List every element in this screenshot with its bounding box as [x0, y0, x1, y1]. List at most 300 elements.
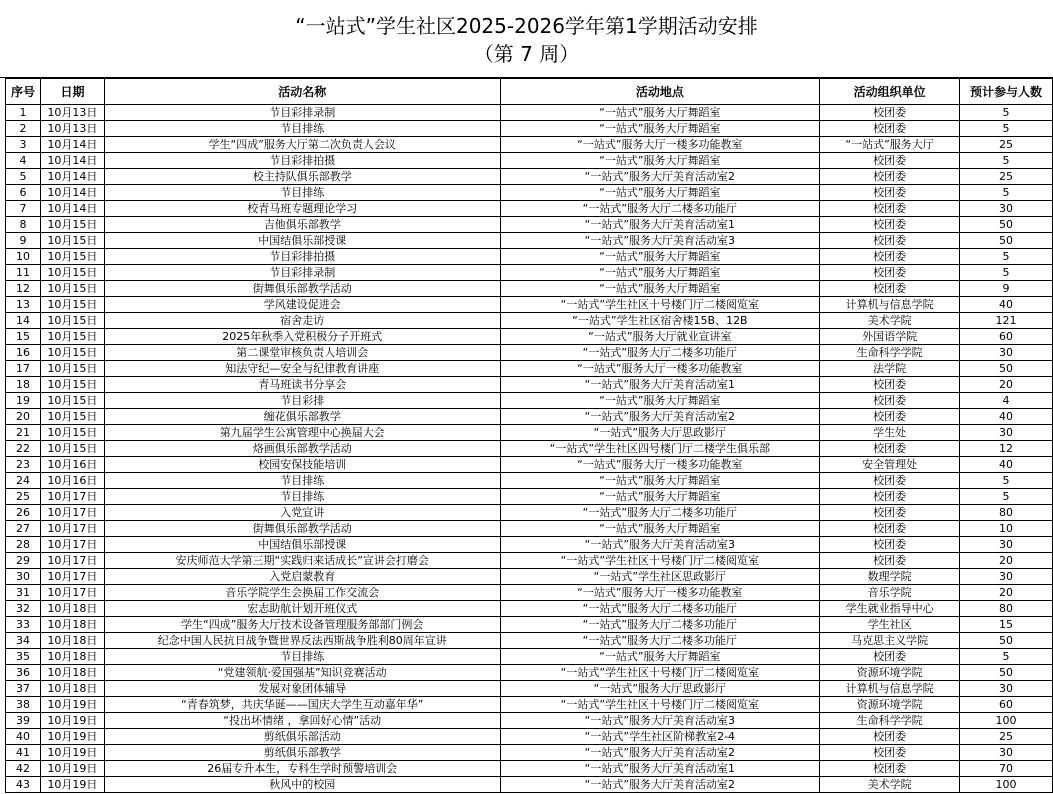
cell-participants[interactable]: 5 [960, 153, 1053, 169]
table-row [6, 441, 1053, 457]
cell-participants[interactable]: 20 [960, 585, 1053, 601]
cell-date[interactable]: 10月17日 [40, 537, 104, 553]
cell-index[interactable]: 6 [6, 185, 41, 201]
cell-organizer[interactable]: 校团委 [820, 393, 960, 409]
cell-participants[interactable]: 30 [960, 681, 1053, 697]
cell-index[interactable]: 1 [6, 105, 41, 121]
cell-organizer[interactable]: 美术学院 [820, 777, 960, 793]
cell-activity[interactable]: 节目排练 [104, 489, 500, 505]
cell-organizer[interactable]: 美术学院 [820, 313, 960, 329]
cell-index[interactable]: 16 [6, 345, 41, 361]
cell-date[interactable]: 10月14日 [40, 153, 104, 169]
cell-organizer[interactable]: 校团委 [820, 409, 960, 425]
table-row [6, 505, 1053, 521]
cell-participants[interactable]: 50 [960, 233, 1053, 249]
cell-organizer[interactable]: 资源环境学院 [820, 697, 960, 713]
cell-activity[interactable]: 26届专升本生，专科生学时预警培训会 [104, 761, 500, 777]
cell-date[interactable]: 10月15日 [40, 281, 104, 297]
cell-date[interactable]: 10月17日 [40, 569, 104, 585]
cell-participants[interactable]: 25 [960, 137, 1053, 153]
cell-organizer[interactable]: 校团委 [820, 281, 960, 297]
cell-index[interactable]: 23 [6, 457, 41, 473]
cell-date[interactable]: 10月15日 [40, 425, 104, 441]
cell-participants[interactable]: 5 [960, 121, 1053, 137]
cell-date[interactable]: 10月19日 [40, 777, 104, 793]
cell-participants[interactable]: 40 [960, 409, 1053, 425]
cell-location[interactable]: “一站式”服务大厅二楼多功能厅 [500, 601, 820, 617]
cell-index[interactable]: 2 [6, 121, 41, 137]
cell-participants[interactable]: 80 [960, 505, 1053, 521]
cell-date[interactable]: 10月17日 [40, 505, 104, 521]
cell-organizer[interactable]: 校团委 [820, 473, 960, 489]
cell-participants[interactable]: 50 [960, 665, 1053, 681]
cell-organizer[interactable]: 校团委 [820, 505, 960, 521]
cell-participants[interactable]: 5 [960, 265, 1053, 281]
cell-activity[interactable]: 节目彩排拍摄 [104, 153, 500, 169]
cell-index[interactable]: 13 [6, 297, 41, 313]
cell-participants[interactable]: 25 [960, 729, 1053, 745]
cell-index[interactable]: 10 [6, 249, 41, 265]
cell-participants[interactable]: 30 [960, 345, 1053, 361]
cell-index[interactable]: 11 [6, 265, 41, 281]
cell-index[interactable]: 18 [6, 377, 41, 393]
cell-date[interactable]: 10月17日 [40, 553, 104, 569]
cell-organizer[interactable]: “一站式”服务大厅 [820, 137, 960, 153]
cell-activity[interactable]: 学风建设促进会 [104, 297, 500, 313]
cell-location[interactable]: “一站式”学生社区十号楼门厅二楼阅览室 [500, 553, 820, 569]
cell-location[interactable]: “一站式”服务大厅舞蹈室 [500, 153, 820, 169]
cell-organizer[interactable]: 学生就业指导中心 [820, 601, 960, 617]
cell-activity[interactable]: 青马班读书分享会 [104, 377, 500, 393]
cell-organizer[interactable]: 安全管理处 [820, 457, 960, 473]
cell-index[interactable]: 28 [6, 537, 41, 553]
cell-participants[interactable]: 25 [960, 169, 1053, 185]
cell-location[interactable]: “一站式”服务大厅美育活动室3 [500, 233, 820, 249]
cell-participants[interactable]: 5 [960, 649, 1053, 665]
header-cell-location[interactable]: 活动地点 [500, 79, 820, 105]
cell-activity[interactable]: 中国结俱乐部授课 [104, 233, 500, 249]
cell-activity[interactable]: 吉他俱乐部教学 [104, 217, 500, 233]
cell-participants[interactable]: 100 [960, 713, 1053, 729]
cell-participants[interactable]: 20 [960, 377, 1053, 393]
cell-date[interactable]: 10月14日 [40, 201, 104, 217]
cell-participants[interactable]: 30 [960, 569, 1053, 585]
cell-date[interactable]: 10月19日 [40, 745, 104, 761]
cell-location[interactable]: “一站式”服务大厅二楼多功能厅 [500, 505, 820, 521]
table-row [6, 377, 1053, 393]
cell-organizer[interactable]: 校团委 [820, 761, 960, 777]
cell-location[interactable]: “一站式”学生社区十号楼门厅二楼阅览室 [500, 665, 820, 681]
cell-date[interactable]: 10月15日 [40, 409, 104, 425]
table-row [6, 233, 1053, 249]
table-row [6, 169, 1053, 185]
cell-activity[interactable]: 剪纸俱乐部教学 [104, 745, 500, 761]
cell-location[interactable]: “一站式”服务大厅舞蹈室 [500, 185, 820, 201]
cell-organizer[interactable]: 数理学院 [820, 569, 960, 585]
cell-index[interactable]: 12 [6, 281, 41, 297]
cell-location[interactable]: “一站式”学生社区四号楼门厅二楼学生俱乐部 [500, 441, 820, 457]
cell-participants[interactable]: 60 [960, 329, 1053, 345]
cell-index[interactable]: 29 [6, 553, 41, 569]
table-row [6, 425, 1053, 441]
cell-organizer[interactable]: 学生处 [820, 425, 960, 441]
cell-index[interactable]: 27 [6, 521, 41, 537]
cell-organizer[interactable]: 校团委 [820, 745, 960, 761]
header-cell-organizer[interactable]: 活动组织单位 [820, 79, 960, 105]
cell-participants[interactable]: 50 [960, 217, 1053, 233]
cell-index[interactable]: 43 [6, 777, 41, 793]
cell-activity[interactable]: “青春筑梦，共庆华诞——国庆大学生互动嘉年华” [104, 697, 500, 713]
cell-participants[interactable]: 5 [960, 105, 1053, 121]
cell-date[interactable]: 10月14日 [40, 169, 104, 185]
cell-index[interactable]: 4 [6, 153, 41, 169]
cell-activity[interactable]: “投出坏情绪 ，拿回好心情”活动 [104, 713, 500, 729]
cell-location[interactable]: “一站式”学生社区十号楼门厅二楼阅览室 [500, 697, 820, 713]
table-row [6, 121, 1053, 137]
cell-date[interactable]: 10月15日 [40, 361, 104, 377]
table-row [6, 569, 1053, 585]
cell-date[interactable]: 10月18日 [40, 633, 104, 649]
cell-participants[interactable]: 5 [960, 185, 1053, 201]
cell-activity[interactable]: 校园安保技能培训 [104, 457, 500, 473]
cell-location[interactable]: “一站式”学生社区阶梯教室2-4 [500, 729, 820, 745]
cell-organizer[interactable]: 校团委 [820, 121, 960, 137]
table-row [6, 681, 1053, 697]
cell-activity[interactable]: 剪纸俱乐部活动 [104, 729, 500, 745]
cell-date[interactable]: 10月17日 [40, 585, 104, 601]
cell-date[interactable]: 10月15日 [40, 393, 104, 409]
cell-date[interactable]: 10月17日 [40, 489, 104, 505]
cell-location[interactable]: “一站式”学生社区十号楼门厅二楼阅览室 [500, 297, 820, 313]
cell-index[interactable]: 34 [6, 633, 41, 649]
cell-index[interactable]: 3 [6, 137, 41, 153]
cell-organizer[interactable]: 计算机与信息学院 [820, 297, 960, 313]
cell-organizer[interactable]: 校团委 [820, 521, 960, 537]
table-row [6, 665, 1053, 681]
cell-location[interactable]: “一站式”服务大厅思政影厅 [500, 425, 820, 441]
cell-participants[interactable]: 12 [960, 441, 1053, 457]
cell-activity[interactable]: 校青马班专题理论学习 [104, 201, 500, 217]
cell-activity[interactable]: 节目排练 [104, 473, 500, 489]
cell-activity[interactable]: 第二课堂审核负责人培训会 [104, 345, 500, 361]
cell-location[interactable]: “一站式”服务大厅美育活动室3 [500, 713, 820, 729]
cell-index[interactable]: 32 [6, 601, 41, 617]
cell-date[interactable]: 10月19日 [40, 729, 104, 745]
cell-organizer[interactable]: 校团委 [820, 153, 960, 169]
cell-organizer[interactable]: 马克思主义学院 [820, 633, 960, 649]
cell-activity[interactable]: 烙画俱乐部教学活动 [104, 441, 500, 457]
cell-organizer[interactable]: 校团委 [820, 729, 960, 745]
cell-activity[interactable]: 秋风中的校园 [104, 777, 500, 793]
cell-participants[interactable]: 9 [960, 281, 1053, 297]
table-row [6, 713, 1053, 729]
cell-index[interactable]: 33 [6, 617, 41, 633]
cell-location[interactable]: “一站式”服务大厅美育活动室2 [500, 169, 820, 185]
table-row [6, 697, 1053, 713]
cell-activity[interactable]: 节目排练 [104, 185, 500, 201]
cell-activity[interactable]: 学生“四成”服务大厅第二次负责人会议 [104, 137, 500, 153]
cell-location[interactable]: “一站式”服务大厅舞蹈室 [500, 489, 820, 505]
cell-activity[interactable]: 安庆师范大学第三期“实践归来话成长”宣讲会打磨会 [104, 553, 500, 569]
cell-location[interactable]: “一站式”服务大厅美育活动室1 [500, 377, 820, 393]
table-row [6, 329, 1053, 345]
cell-location[interactable]: “一站式”服务大厅二楼多功能厅 [500, 201, 820, 217]
cell-activity[interactable]: 宿舍走访 [104, 313, 500, 329]
cell-index[interactable]: 17 [6, 361, 41, 377]
cell-organizer[interactable]: 校团委 [820, 201, 960, 217]
table-row [6, 745, 1053, 761]
cell-organizer[interactable]: 生命科学学院 [820, 345, 960, 361]
cell-participants[interactable]: 70 [960, 761, 1053, 777]
cell-organizer[interactable]: 法学院 [820, 361, 960, 377]
cell-date[interactable]: 10月13日 [40, 121, 104, 137]
table-row [6, 553, 1053, 569]
cell-date[interactable]: 10月16日 [40, 457, 104, 473]
cell-location[interactable]: “一站式”服务大厅美育活动室1 [500, 761, 820, 777]
cell-index[interactable]: 19 [6, 393, 41, 409]
table-row [6, 457, 1053, 473]
cell-location[interactable]: “一站式”服务大厅美育活动室1 [500, 217, 820, 233]
header-cell-activity[interactable]: 活动名称 [104, 79, 500, 105]
cell-index[interactable]: 24 [6, 473, 41, 489]
table-row [6, 201, 1053, 217]
cell-location[interactable]: “一站式”服务大厅舞蹈室 [500, 649, 820, 665]
cell-index[interactable]: 22 [6, 441, 41, 457]
cell-date[interactable]: 10月15日 [40, 233, 104, 249]
cell-organizer[interactable]: 校团委 [820, 553, 960, 569]
cell-participants[interactable]: 5 [960, 489, 1053, 505]
cell-date[interactable]: 10月15日 [40, 265, 104, 281]
cell-activity[interactable]: 入党启蒙教育 [104, 569, 500, 585]
cell-activity[interactable]: 街舞俱乐部教学活动 [104, 521, 500, 537]
table-row [6, 521, 1053, 537]
cell-location[interactable]: “一站式”服务大厅舞蹈室 [500, 105, 820, 121]
table-row [6, 345, 1053, 361]
table-row [6, 649, 1053, 665]
cell-location[interactable]: “一站式”服务大厅二楼多功能厅 [500, 633, 820, 649]
cell-organizer[interactable]: 校团委 [820, 233, 960, 249]
cell-location[interactable]: “一站式”服务大厅美育活动室2 [500, 777, 820, 793]
header-cell-date[interactable]: 日期 [40, 79, 104, 105]
cell-index[interactable]: 9 [6, 233, 41, 249]
cell-activity[interactable]: 节目排练 [104, 649, 500, 665]
cell-organizer[interactable]: 校团委 [820, 105, 960, 121]
cell-participants[interactable]: 4 [960, 393, 1053, 409]
cell-participants[interactable]: 30 [960, 745, 1053, 761]
table-row [6, 489, 1053, 505]
cell-organizer[interactable]: 资源环境学院 [820, 665, 960, 681]
cell-participants[interactable]: 50 [960, 633, 1053, 649]
cell-organizer[interactable]: 学生社区 [820, 617, 960, 633]
table-body [6, 105, 1053, 793]
cell-organizer[interactable]: 校团委 [820, 249, 960, 265]
cell-index[interactable]: 41 [6, 745, 41, 761]
table-row [6, 185, 1053, 201]
cell-date[interactable]: 10月18日 [40, 617, 104, 633]
cell-organizer[interactable]: 校团委 [820, 185, 960, 201]
cell-participants[interactable]: 60 [960, 697, 1053, 713]
cell-date[interactable]: 10月15日 [40, 249, 104, 265]
cell-organizer[interactable]: 校团委 [820, 649, 960, 665]
cell-location[interactable]: “一站式”服务大厅舞蹈室 [500, 249, 820, 265]
cell-date[interactable]: 10月18日 [40, 649, 104, 665]
cell-participants[interactable]: 5 [960, 473, 1053, 489]
cell-location[interactable]: “一站式”学生社区宿舍楼15B、12B [500, 313, 820, 329]
cell-index[interactable]: 40 [6, 729, 41, 745]
cell-location[interactable]: “一站式”服务大厅一楼多功能教室 [500, 361, 820, 377]
cell-activity[interactable]: 节目排练 [104, 121, 500, 137]
cell-index[interactable]: 35 [6, 649, 41, 665]
cell-date[interactable]: 10月14日 [40, 185, 104, 201]
cell-activity[interactable]: 街舞俱乐部教学活动 [104, 281, 500, 297]
table-row [6, 265, 1053, 281]
table-row [6, 409, 1053, 425]
cell-organizer[interactable]: 校团委 [820, 265, 960, 281]
cell-date[interactable]: 10月13日 [40, 105, 104, 121]
cell-organizer[interactable]: 校团委 [820, 537, 960, 553]
cell-date[interactable]: 10月15日 [40, 313, 104, 329]
cell-date[interactable]: 10月18日 [40, 681, 104, 697]
cell-participants[interactable]: 100 [960, 777, 1053, 793]
cell-index[interactable]: 31 [6, 585, 41, 601]
cell-location[interactable]: “一站式”服务大厅美育活动室3 [500, 537, 820, 553]
table-row [6, 361, 1053, 377]
cell-location[interactable]: “一站式”服务大厅美育活动室2 [500, 745, 820, 761]
cell-participants[interactable]: 50 [960, 361, 1053, 377]
cell-organizer[interactable]: 外国语学院 [820, 329, 960, 345]
cell-organizer[interactable]: 音乐学院 [820, 585, 960, 601]
cell-activity[interactable]: 知法守纪—安全与纪律教育讲座 [104, 361, 500, 377]
cell-location[interactable]: “一站式”服务大厅舞蹈室 [500, 473, 820, 489]
cell-activity[interactable]: 缠花俱乐部教学 [104, 409, 500, 425]
cell-index[interactable]: 36 [6, 665, 41, 681]
cell-organizer[interactable]: 计算机与信息学院 [820, 681, 960, 697]
table-row [6, 297, 1053, 313]
cell-date[interactable]: 10月19日 [40, 697, 104, 713]
cell-date[interactable]: 10月16日 [40, 473, 104, 489]
table-row [6, 633, 1053, 649]
cell-participants[interactable]: 40 [960, 297, 1053, 313]
table-row [6, 217, 1053, 233]
cell-index[interactable]: 5 [6, 169, 41, 185]
cell-activity[interactable]: 学生“四成”服务大厅技术设备管理服务部部门例会 [104, 617, 500, 633]
cell-index[interactable]: 21 [6, 425, 41, 441]
cell-date[interactable]: 10月14日 [40, 137, 104, 153]
cell-location[interactable]: “一站式”学生社区思政影厅 [500, 569, 820, 585]
cell-location[interactable]: “一站式”服务大厅舞蹈室 [500, 521, 820, 537]
cell-participants[interactable]: 40 [960, 457, 1053, 473]
cell-location[interactable]: “一站式”服务大厅舞蹈室 [500, 265, 820, 281]
cell-date[interactable]: 10月17日 [40, 521, 104, 537]
cell-index[interactable]: 14 [6, 313, 41, 329]
cell-date[interactable]: 10月18日 [40, 665, 104, 681]
table-row [6, 729, 1053, 745]
cell-location[interactable]: “一站式”服务大厅思政影厅 [500, 681, 820, 697]
cell-date[interactable]: 10月15日 [40, 345, 104, 361]
cell-index[interactable]: 26 [6, 505, 41, 521]
cell-participants[interactable]: 30 [960, 425, 1053, 441]
cell-date[interactable]: 10月15日 [40, 217, 104, 233]
cell-index[interactable]: 38 [6, 697, 41, 713]
cell-location[interactable]: “一站式”服务大厅二楼多功能厅 [500, 617, 820, 633]
cell-location[interactable]: “一站式”服务大厅一楼多功能教室 [500, 137, 820, 153]
cell-location[interactable]: “一站式”服务大厅舞蹈室 [500, 121, 820, 137]
table-row [6, 281, 1053, 297]
cell-activity[interactable]: 入党宣讲 [104, 505, 500, 521]
cell-index[interactable]: 15 [6, 329, 41, 345]
cell-activity[interactable]: 节目彩排 [104, 393, 500, 409]
header-cell-index[interactable]: 序号 [6, 79, 41, 105]
title-block [0, 0, 1053, 78]
table-row [6, 105, 1053, 121]
cell-index[interactable]: 7 [6, 201, 41, 217]
cell-activity[interactable]: “党建领航·爱国强基”知识竞赛活动 [104, 665, 500, 681]
cell-location[interactable]: “一站式”服务大厅美育活动室2 [500, 409, 820, 425]
cell-organizer[interactable]: 校团委 [820, 441, 960, 457]
cell-location[interactable]: “一站式”服务大厅一楼多功能教室 [500, 585, 820, 601]
cell-activity[interactable]: 节目彩排拍摄 [104, 249, 500, 265]
cell-index[interactable]: 25 [6, 489, 41, 505]
cell-activity[interactable]: 节目彩排录制 [104, 265, 500, 281]
cell-index[interactable]: 8 [6, 217, 41, 233]
cell-index[interactable]: 42 [6, 761, 41, 777]
cell-activity[interactable]: 中国结俱乐部授课 [104, 537, 500, 553]
cell-location[interactable]: “一站式”服务大厅二楼多功能厅 [500, 345, 820, 361]
cell-activity[interactable]: 纪念中国人民抗日战争暨世界反法西斯战争胜利80周年宣讲 [104, 633, 500, 649]
table-row [6, 249, 1053, 265]
cell-location[interactable]: “一站式”服务大厅一楼多功能教室 [500, 457, 820, 473]
cell-date[interactable]: 10月15日 [40, 441, 104, 457]
cell-activity[interactable]: 节目彩排录制 [104, 105, 500, 121]
cell-organizer[interactable]: 生命科学学院 [820, 713, 960, 729]
cell-date[interactable]: 10月18日 [40, 601, 104, 617]
cell-date[interactable]: 10月15日 [40, 329, 104, 345]
cell-activity[interactable]: 校主持队俱乐部教学 [104, 169, 500, 185]
cell-date[interactable]: 10月19日 [40, 713, 104, 729]
cell-participants[interactable]: 30 [960, 201, 1053, 217]
cell-activity[interactable]: 宏志助航计划开班仪式 [104, 601, 500, 617]
cell-index[interactable]: 30 [6, 569, 41, 585]
cell-organizer[interactable]: 校团委 [820, 489, 960, 505]
cell-participants[interactable]: 121 [960, 313, 1053, 329]
cell-index[interactable]: 37 [6, 681, 41, 697]
cell-date[interactable]: 10月19日 [40, 761, 104, 777]
cell-index[interactable]: 39 [6, 713, 41, 729]
cell-organizer[interactable]: 校团委 [820, 217, 960, 233]
cell-date[interactable]: 10月15日 [40, 297, 104, 313]
cell-participants[interactable]: 15 [960, 617, 1053, 633]
cell-participants[interactable]: 30 [960, 537, 1053, 553]
cell-participants[interactable]: 20 [960, 553, 1053, 569]
cell-location[interactable]: “一站式”服务大厅舞蹈室 [500, 281, 820, 297]
cell-participants[interactable]: 10 [960, 521, 1053, 537]
cell-activity[interactable]: 发展对象团体辅导 [104, 681, 500, 697]
cell-activity[interactable]: 第九届学生公寓管理中心换届大会 [104, 425, 500, 441]
cell-organizer[interactable]: 校团委 [820, 377, 960, 393]
cell-participants[interactable]: 80 [960, 601, 1053, 617]
table-row [6, 393, 1053, 409]
cell-index[interactable]: 20 [6, 409, 41, 425]
cell-date[interactable]: 10月15日 [40, 377, 104, 393]
page-subtitle: （第 7 周） [473, 42, 580, 66]
cell-location[interactable]: “一站式”服务大厅舞蹈室 [500, 393, 820, 409]
header-cell-participants[interactable]: 预计参与人数 [960, 79, 1053, 105]
cell-activity[interactable]: 音乐学院学生会换届工作交流会 [104, 585, 500, 601]
cell-location[interactable]: “一站式”服务大厅就业宣讲室 [500, 329, 820, 345]
cell-participants[interactable]: 5 [960, 249, 1053, 265]
cell-organizer[interactable]: 校团委 [820, 169, 960, 185]
cell-activity[interactable]: 2025年秋季入党积极分子开班式 [104, 329, 500, 345]
